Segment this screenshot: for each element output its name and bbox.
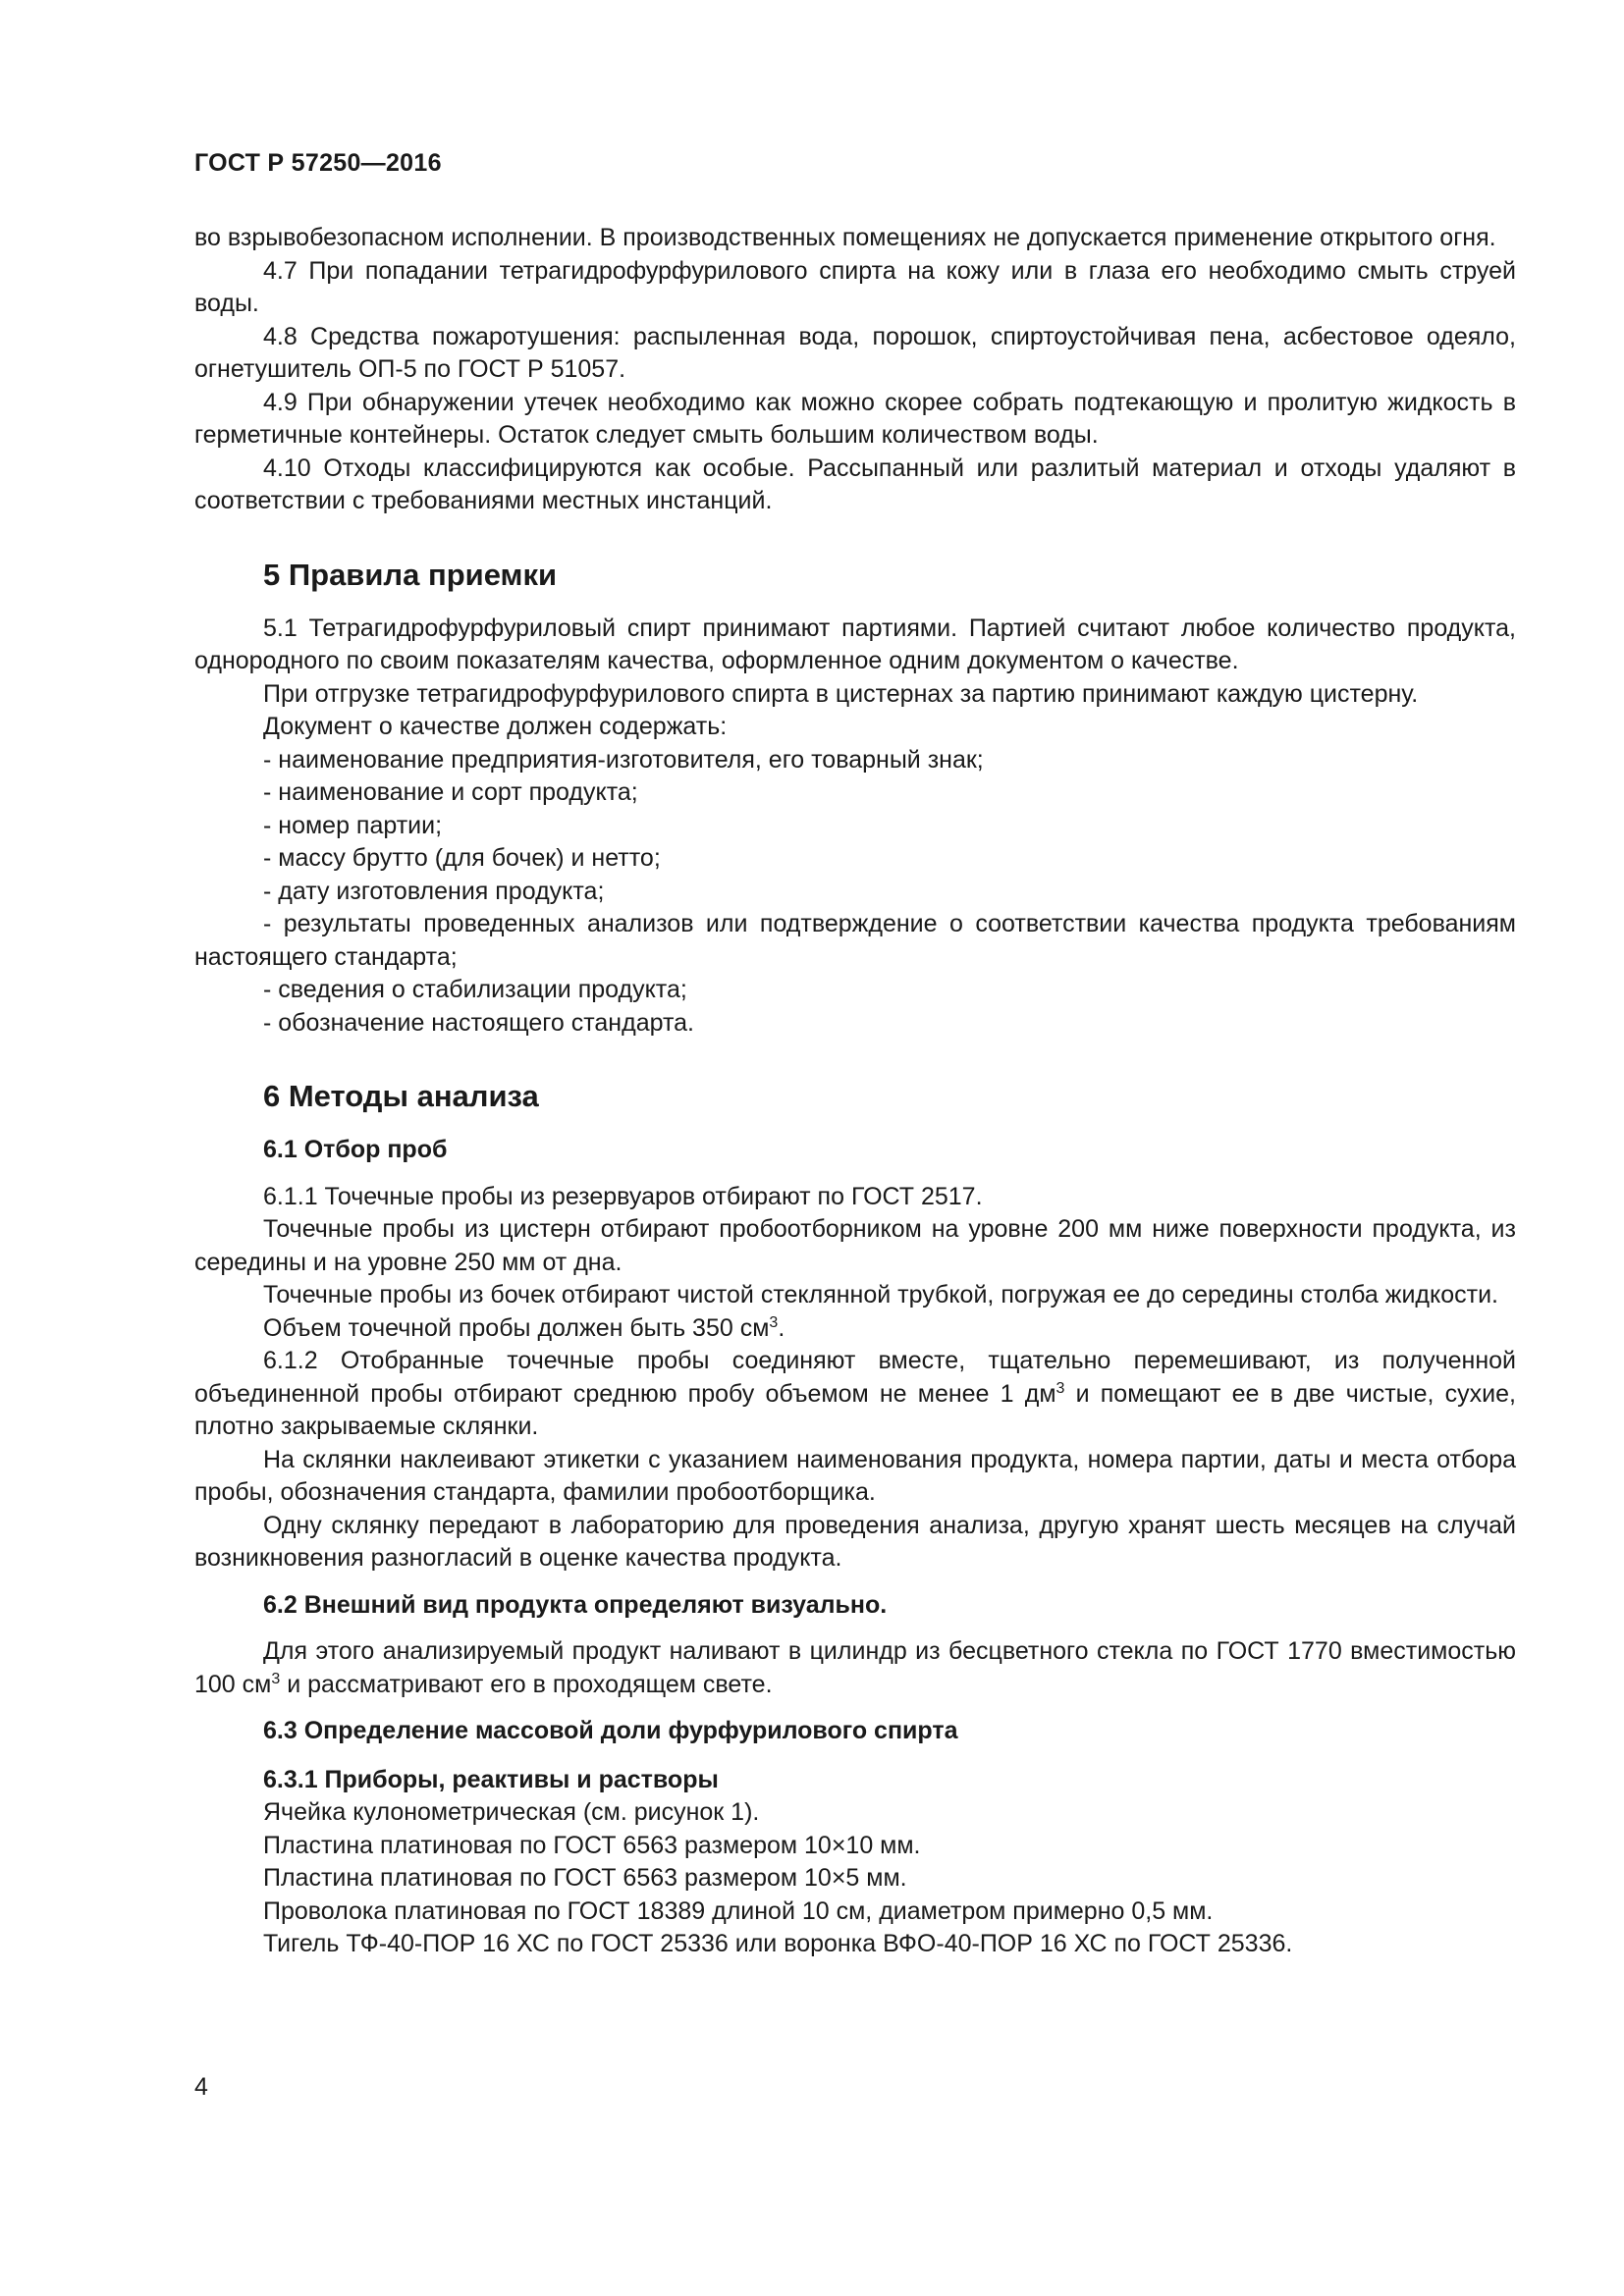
paragraph-6-1-1: 6.1.1 Точечные пробы из резервуаров отбирают по ГОСТ 2517. [263, 1182, 983, 1210]
paragraph-4-7: 4.7 При попадании тетрагидрофурфурилового спирта на кожу или в глаза его необходимо смыть струей воды. [194, 256, 1516, 317]
paragraph-4-10: 4.10 Отходы классифицируются как особые. Рассыпанный или разлитый материал и отходы удаляют в соответствии с требованиями местных инстанций. [194, 454, 1516, 514]
paragraph-4-8: 4.8 Средства пожаротушения: распыленная вода, порошок, спиртоустойчивая пена, асбестовое одеяло, огнетушитель ОП-5 по ГОСТ Р 51057. [194, 322, 1516, 383]
page-content [194, 222, 1516, 1961]
list-item: - массу брутто (для бочек) и нетто; [263, 844, 661, 872]
list-item: Пластина платиновая по ГОСТ 6563 размером 10×10 мм. [263, 1831, 921, 1859]
list-item: - обозначение настоящего стандарта. [263, 1008, 694, 1037]
subsection-6-2-heading: 6.2 Внешний вид продукта определяют визуально. [263, 1590, 888, 1619]
paragraph-barrel-samples: Точечные пробы из бочек отбирают чистой стеклянной трубкой, погружая ее до середины столба жидкости. [263, 1281, 1498, 1308]
paragraph-6-1-2: 6.1.2 Отобранные точечные пробы соединяют вместе, тщательно перемешивают, из полученной объединенной пробы отбирают среднюю пробу объемом не менее 1 $дм^3$ и помещают ее в две чистые, сухие, плотно закрываемые склянки. [194, 1347, 1516, 1440]
list-item: - наименование и сорт продукта; [263, 778, 638, 806]
list-item: - результаты проведенных анализов или подтверждение о соответствии качества продукта требованиям настоящего стандарта; [194, 910, 1516, 971]
paragraph-one-jar: Одну склянку передают в лабораторию для проведения анализа, другую хранят шесть месяцев на случай возникновения разногласий в оценке качества продукта. [194, 1511, 1516, 1572]
list-item: Ячейка кулонометрическая (см. рисунок 1). [263, 1798, 760, 1826]
paragraph-4-6-continuation: во взрывобезопасном исполнении. В производственных помещениях не допускается применение открытого огня. [194, 224, 1496, 251]
paragraph-quality-document: Документ о качестве должен содержать: [263, 713, 728, 740]
paragraph-labels: На склянки наклеивают этикетки с указанием наименования продукта, номера партии, даты и места отбора пробы, обозначения стандарта, фамилии пробоотборщика. [194, 1445, 1516, 1506]
paragraph-4-9: 4.9 При обнаружении утечек необходимо как можно скорее собрать подтекающую и пролитую жидкость в герметичные контейнеры. Остаток следует смыть большим количеством воды. [194, 388, 1516, 449]
list-item: Тигель ТФ-40-ПОР 16 ХС по ГОСТ 25336 или воронка ВФО-40-ПОР 16 ХС по ГОСТ 25336. [263, 1930, 1293, 1957]
document-code-header: ГОСТ Р 57250—2016 [194, 149, 442, 177]
section-6-heading: 6 Методы анализа [263, 1079, 539, 1113]
list-item: - номер партии; [263, 811, 443, 839]
paragraph-sample-volume: Объем точечной пробы должен быть 350 $см^3$. [263, 1313, 785, 1342]
list-item: - сведения о стабилизации продукта; [263, 976, 687, 1003]
list-item: Пластина платиновая по ГОСТ 6563 размером 10×5 мм. [263, 1864, 907, 1892]
paragraph-5-1: 5.1 Тетрагидрофурфуриловый спирт принимают партиями. Партией считают любое количество продукта, однородного по своим показателям качества, оформленное одним документом о качестве. [194, 614, 1516, 674]
subsection-6-3-1-heading: 6.3.1 Приборы, реактивы и растворы [263, 1765, 719, 1793]
paragraph-tank-batches: При отгрузке тетрагидрофурфурилового спирта в цистернах за партию принимают каждую цистерну. [263, 679, 1419, 708]
section-5-heading: 5 Правила приемки [263, 557, 558, 592]
list-item: Проволока платиновая по ГОСТ 18389 длиной 10 см, диаметром примерно 0,5 мм. [263, 1896, 1214, 1925]
list-item: - дату изготовления продукта; [263, 877, 605, 905]
list-item: - наименование предприятия-изготовителя, его товарный знак; [263, 745, 984, 774]
paragraph-tank-samples: Точечные пробы из цистерн отбирают пробоотборником на уровне 200 мм ниже поверхности продукта, из середины и на уровне 250 мм от дна. [194, 1215, 1516, 1276]
subsection-6-3-heading: 6.3 Определение массовой доли фурфурилового спирта [263, 1717, 958, 1744]
paragraph-6-2: Для этого анализируемый продукт наливают в цилиндр из бесцветного стекла по ГОСТ 1770 вместимостью 100 $см^3$ и рассматривают его в проходящем свете. [194, 1637, 1516, 1698]
page-number: 4 [194, 2073, 208, 2101]
subsection-6-1-heading: 6.1 Отбор проб [263, 1136, 448, 1163]
